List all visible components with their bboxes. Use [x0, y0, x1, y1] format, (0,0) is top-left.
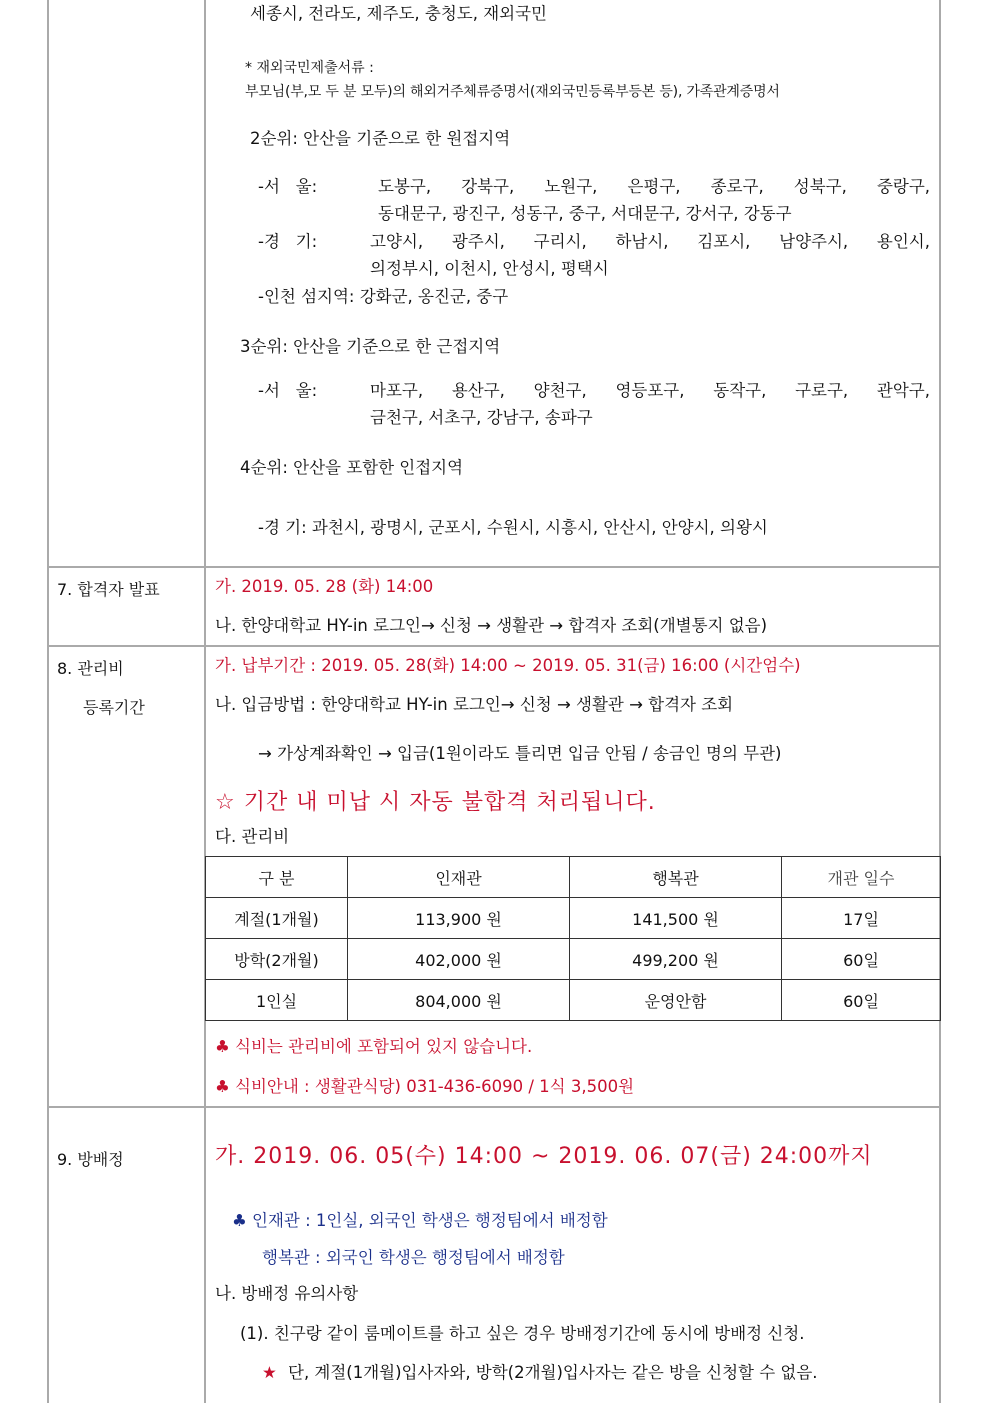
sec8-meal-note: ♣ 식비는 관리비에 포함되어 있지 않습니다.	[215, 1037, 533, 1056]
sec9-room-assignment-period: 가. 2019. 06. 05(수) 14:00 ~ 2019. 06. 07(금) 24:00까지	[215, 1144, 873, 1169]
sec8-meal-info: ♣ 식비안내 : 생활관식당) 031-436-6090 / 1식 3,500원	[215, 1077, 635, 1096]
rank3-seoul-line1: 마포구, 용산구, 양천구, 영등포구, 동작구, 구로구, 관악구,	[370, 381, 930, 400]
sec8-fee-heading: 다. 관리비	[215, 827, 290, 846]
overseas-note-title: * 재외국민제출서류 :	[245, 60, 374, 76]
rank2-incheon: -인천 섬지역: 강화군, 옹진군, 중구	[258, 287, 509, 306]
fee-cell: 804,000 원	[348, 980, 570, 1021]
sec8-nonpayment-warning: ☆ 기간 내 미납 시 자동 불합격 처리됩니다.	[215, 790, 656, 815]
fee-header-type: 구 분	[206, 857, 348, 898]
fee-cell: 1인실	[206, 980, 348, 1021]
rank2-seoul-line2: 동대문구, 광진구, 성동구, 중구, 서대문구, 강서구, 강동구	[378, 204, 792, 223]
sec7-label: 7. 합격자 발표	[57, 580, 160, 599]
fee-cell: 17일	[782, 898, 941, 939]
sec9-notes-heading: 나. 방배정 유의사항	[215, 1284, 359, 1303]
fee-header-haengbok: 행복관	[570, 857, 782, 898]
rank2-seoul-label: -서 울:	[258, 177, 318, 196]
fee-cell: 계절(1개월)	[206, 898, 348, 939]
sec7-announce-date: 가. 2019. 05. 28 (화) 14:00	[215, 577, 434, 596]
row-divider-9	[47, 1106, 941, 1108]
table-right-border	[939, 0, 941, 1403]
fee-header-injae: 인재관	[348, 857, 570, 898]
fee-cell: 402,000 원	[348, 939, 570, 980]
fee-cell: 141,500 원	[570, 898, 782, 939]
rank3-seoul-line2: 금천구, 서초구, 강남구, 송파구	[370, 408, 593, 427]
sec9-roommate-rule: (1). 친구랑 같이 룸메이트를 하고 싶은 경우 방배정기간에 동시에 방배정 신청.	[240, 1324, 805, 1343]
sec8-payment-method-cont: → 가상계좌확인 → 입금(1원이라도 틀리면 입금 안됨 / 송금인 명의 무관)	[258, 744, 782, 763]
row-divider-7	[47, 566, 941, 568]
rank3-seoul-label: -서 울:	[258, 381, 318, 400]
sec9-injae-note: ♣ 인재관 : 1인실, 외국인 학생은 행정팀에서 배정함	[232, 1211, 608, 1230]
region-continuation: 세종시, 전라도, 제주도, 충청도, 재외국민	[250, 4, 547, 23]
sec9-haengbok-note: 행복관 : 외국인 학생은 행정팀에서 배정함	[262, 1248, 565, 1267]
star-icon: ★	[262, 1363, 277, 1382]
sec8-payment-period: 가. 납부기간 : 2019. 05. 28(화) 14:00 ~ 2019. 05. 31(금) 16:00 (시간엄수)	[215, 656, 801, 675]
rank2-title: 2순위: 안산을 기준으로 한 원접지역	[250, 129, 511, 148]
fee-table-header	[206, 857, 941, 898]
fee-cell: 60일	[782, 939, 941, 980]
overseas-note-body: 부모님(부,모 두 분 모두)의 해외거주체류증명서(재외국민등록부등본 등), 가족관계증명서	[245, 84, 780, 100]
fee-cell: 60일	[782, 980, 941, 1021]
rank2-gg-label: -경 기:	[258, 232, 318, 251]
fee-cell: 운영안함	[570, 980, 782, 1021]
table-row	[206, 939, 941, 980]
sec8-label-line2: 등록기간	[83, 698, 145, 717]
rank2-gg-line2: 의정부시, 이천시, 안성시, 평택시	[370, 259, 609, 278]
sec9-roommate-exception: 단, 계절(1개월)입사자와, 방학(2개월)입사자는 같은 방을 신청할 수 없음.	[288, 1363, 818, 1382]
fee-table	[205, 856, 941, 1021]
rank3-title: 3순위: 안산을 기준으로 한 근접지역	[240, 337, 501, 356]
table-row	[206, 898, 941, 939]
sec8-label-line1: 8. 관리비	[57, 659, 124, 678]
rank4-gg: -경 기: 과천시, 광명시, 군포시, 수원시, 시흥시, 안산시, 안양시, 의왕시	[258, 518, 768, 537]
table-row	[206, 980, 941, 1021]
fee-header-days: 개관 일수	[782, 857, 941, 898]
fee-cell: 방학(2개월)	[206, 939, 348, 980]
rank2-seoul-line1: 도봉구, 강북구, 노원구, 은평구, 종로구, 성북구, 중랑구,	[378, 177, 930, 196]
rank2-gg-line1: 고양시, 광주시, 구리시, 하남시, 김포시, 남양주시, 용인시,	[370, 232, 930, 251]
sec7-check-method: 나. 한양대학교 HY-in 로그인→ 신청 → 생활관 → 합격자 조회(개별통지 없음)	[215, 616, 768, 635]
sec9-label: 9. 방배정	[57, 1150, 124, 1169]
fee-cell: 113,900 원	[348, 898, 570, 939]
fee-cell: 499,200 원	[570, 939, 782, 980]
label-column-divider	[204, 0, 206, 1403]
row-divider-8	[47, 645, 941, 647]
rank4-title: 4순위: 안산을 포함한 인접지역	[240, 458, 464, 477]
sec8-payment-method: 나. 입금방법 : 한양대학교 HY-in 로그인→ 신청 → 생활관 → 합격자 조회	[215, 695, 734, 714]
table-left-border	[47, 0, 49, 1403]
